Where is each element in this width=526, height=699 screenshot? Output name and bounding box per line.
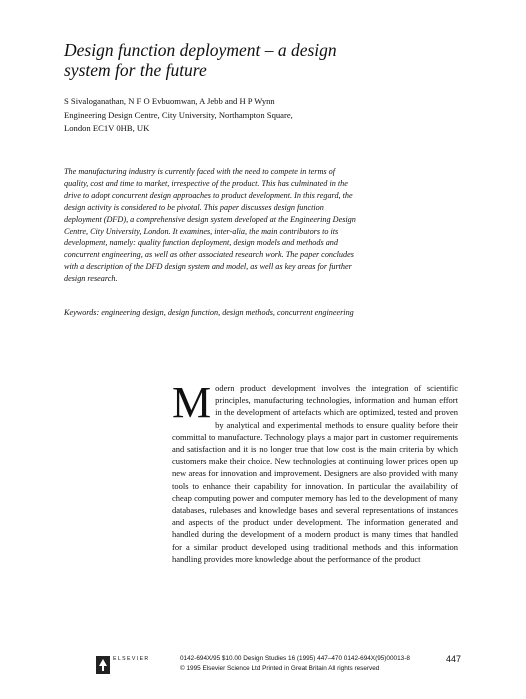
- publisher-logo-text: ELSEVIER: [113, 656, 150, 662]
- affiliation-line-1: Engineering Design Centre, City University, Northampton Square,: [64, 109, 293, 120]
- body-text: [172, 378, 458, 565]
- affiliation-line-2: London EC1V 0HB, UK: [64, 123, 150, 133]
- footer-line-2: © 1995 Elsevier Science Ltd Printed in Great Britain All rights reserved: [180, 665, 380, 672]
- paper-title: [64, 40, 424, 80]
- title-line-2: system for the future: [64, 60, 207, 80]
- author-block: [64, 95, 364, 136]
- footer-citation: [180, 654, 460, 674]
- publisher-logo: [96, 656, 176, 676]
- page-footer: [96, 654, 476, 684]
- drop-cap: M: [172, 378, 212, 427]
- title-line-1: Design function deployment – a design: [64, 40, 337, 60]
- body-paragraph: odern product development involves the integration of scientific principles, manufacturing technologies, information and human effort in the development of artefacts which are optimized, tested and proven by analytical and experimental methods to ensure quality before their committal to manufacture. Technology plays a major part in customer requirements and satisfaction and it is no longer true that low cost is the main criteria by which customers make their choice. New technologies at continuing lower prices open up new areas for innovation and improvement. Designers are also provided with many tools to enhance their capability for innovation. In particular the availability of cheap computing power and computer memory has led to the development of many databases, rulebases and knowledge bases and several representations of instances and aspects of the product under development. The information generated and handled during the development of a modern product is many times that handled for a similar product developed using traditional methods and this information handling provides more knowledge about the performance of the product: [172, 383, 458, 564]
- footer-line-1: 0142-694X/95 $10.00 Design Studies 16 (1995) 447–470 0142-694X(95)00013-8: [180, 655, 410, 662]
- page-number: 447: [446, 654, 462, 664]
- elsevier-tree-icon: [96, 656, 110, 674]
- author-names: S Sivaloganathan, N F O Evbuomwan, A Jebb and H P Wynn: [64, 96, 275, 106]
- keywords: Keywords: engineering design, design function, design methods, concurrent engineering: [64, 308, 354, 317]
- abstract: The manufacturing industry is currently faced with the need to compete in terms of quality, cost and time to market, irrespective of the product. This has culminated in the drive to adopt concurrent design approaches to product development. In this regard, the design activity is considered to be pivotal. This paper discusses design function deployment (DFD), a comprehensive design system developed at the Engineering Design Centre, City University, London. It examines, inter-alia, the main contributors to its development, namely: quality function deployment, design models and methods and concurrent engineering, as well as other associated research work. The paper concludes with a description of the DFD design system and model, as well as key areas for further design research.: [64, 167, 356, 284]
